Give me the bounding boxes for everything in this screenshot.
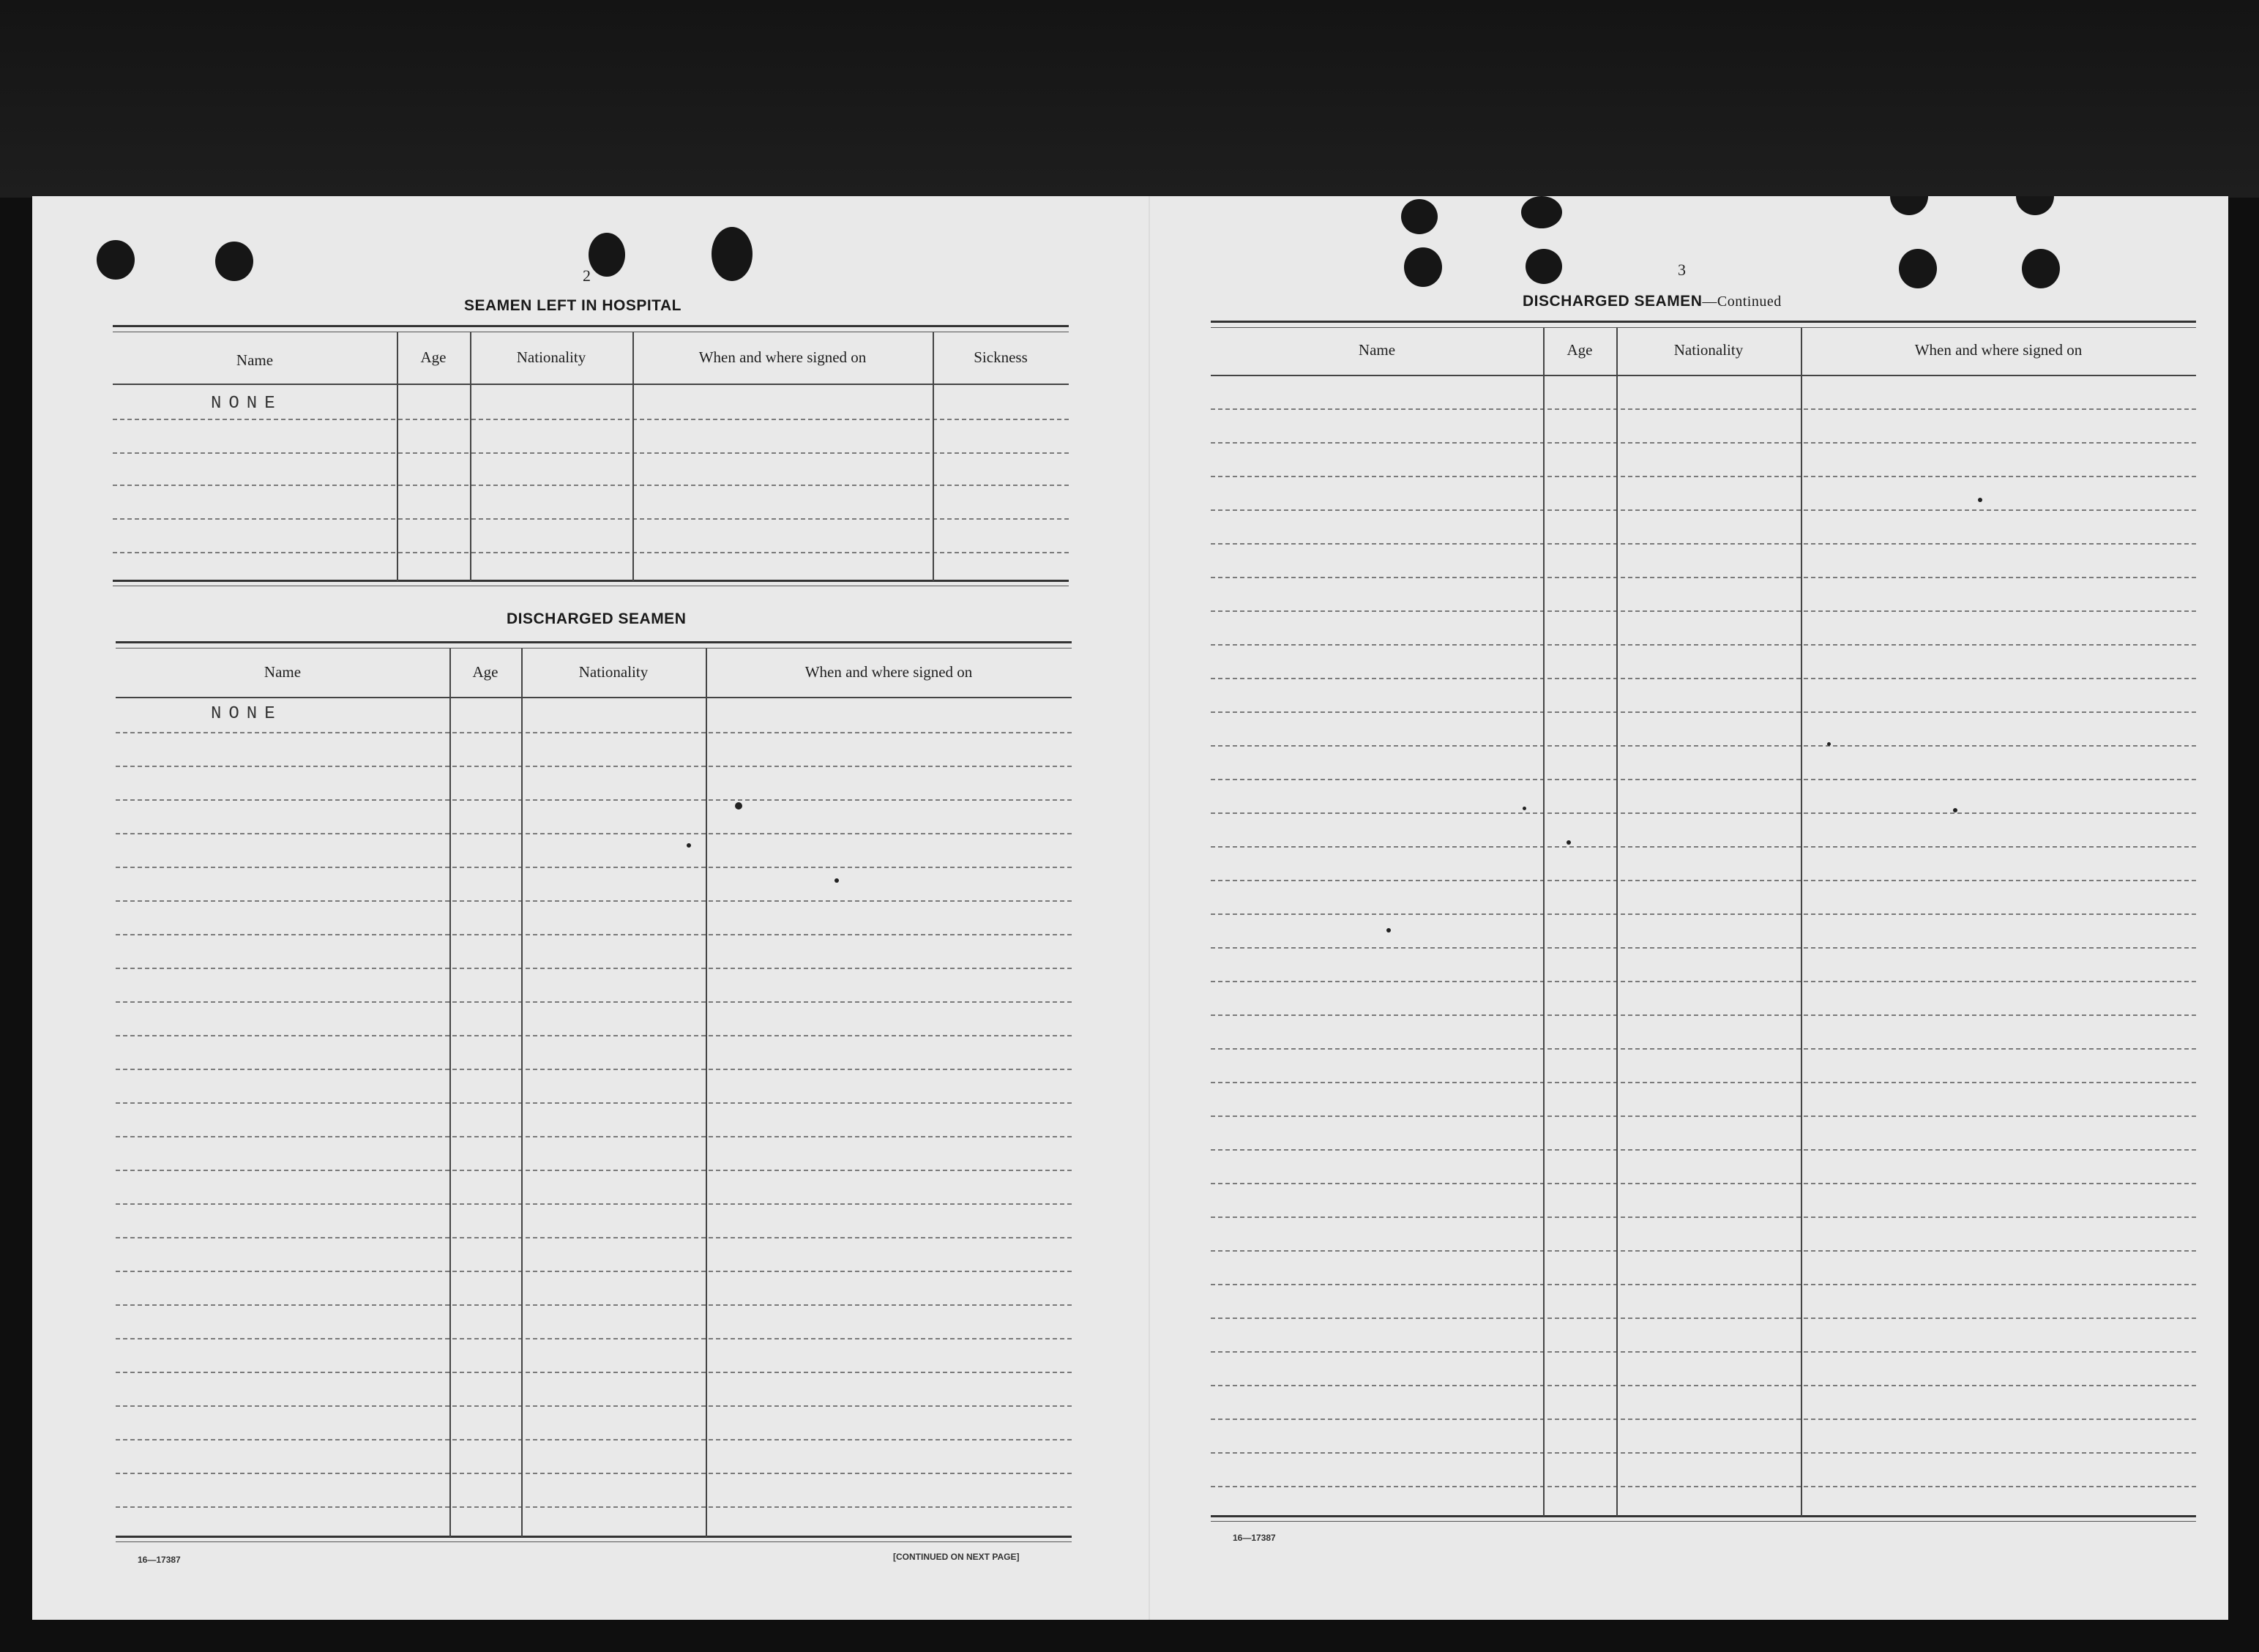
column-header-sickness: Sickness (974, 348, 1028, 366)
column-header-name: Name (1358, 341, 1396, 359)
punch-hole (1521, 196, 1562, 228)
column-header-signed-on: When and where signed on (698, 348, 867, 366)
page-number: 2 (583, 266, 591, 285)
punch-hole (1899, 249, 1937, 288)
ink-speck (1978, 498, 1982, 502)
ink-speck (1827, 742, 1831, 746)
column-header-name: Name (264, 663, 302, 681)
discharged-continued-table (1211, 321, 2196, 1527)
ink-speck (687, 843, 691, 848)
ink-speck (1386, 928, 1391, 932)
column-header-age: Age (420, 348, 447, 366)
ink-speck (834, 878, 839, 883)
discharged-table (116, 641, 1072, 1543)
punch-hole (1404, 247, 1442, 287)
page-number: 3 (1678, 261, 1686, 279)
punch-hole (2022, 249, 2060, 288)
column-header-nationality: Nationality (578, 663, 649, 681)
punch-hole (2016, 196, 2054, 215)
punch-hole (712, 227, 753, 281)
column-header-signed-on: When and where signed on (804, 663, 973, 681)
column-header-nationality: Nationality (1673, 341, 1744, 359)
title-suffix: —Continued (1702, 294, 1782, 310)
ink-speck (1953, 808, 1957, 812)
punch-hole (215, 242, 253, 281)
ink-speck (1523, 807, 1526, 810)
punch-hole (1890, 196, 1928, 215)
discharged-continued-title (1523, 293, 1782, 310)
column-header-signed-on: When and where signed on (1914, 341, 2083, 359)
ink-speck (1567, 840, 1571, 845)
column-header-age: Age (1567, 341, 1593, 359)
punch-hole (589, 233, 625, 277)
discharged-entry-none: NONE (211, 704, 283, 724)
ink-speck (735, 802, 742, 810)
scanner-background (0, 0, 2259, 198)
title-text: DISCHARGED SEAMEN (1523, 293, 1703, 310)
column-header-age: Age (472, 663, 499, 681)
form-number: 16—17387 (138, 1555, 181, 1565)
hospital-entry-none: NONE (211, 394, 283, 414)
page-fold (1149, 196, 1150, 1620)
discharged-section-title: DISCHARGED SEAMEN (507, 610, 687, 627)
punch-hole (1526, 249, 1562, 284)
column-header-name: Name (236, 351, 274, 369)
continued-note: [CONTINUED ON NEXT PAGE] (893, 1552, 1020, 1562)
document-sheet (32, 196, 2228, 1620)
form-number: 16—17387 (1233, 1533, 1276, 1543)
hospital-section-title: SEAMEN LEFT IN HOSPITAL (464, 297, 682, 314)
column-header-nationality: Nationality (516, 348, 586, 366)
hospital-table (113, 325, 1069, 587)
punch-hole (97, 240, 135, 280)
punch-hole (1401, 199, 1438, 234)
